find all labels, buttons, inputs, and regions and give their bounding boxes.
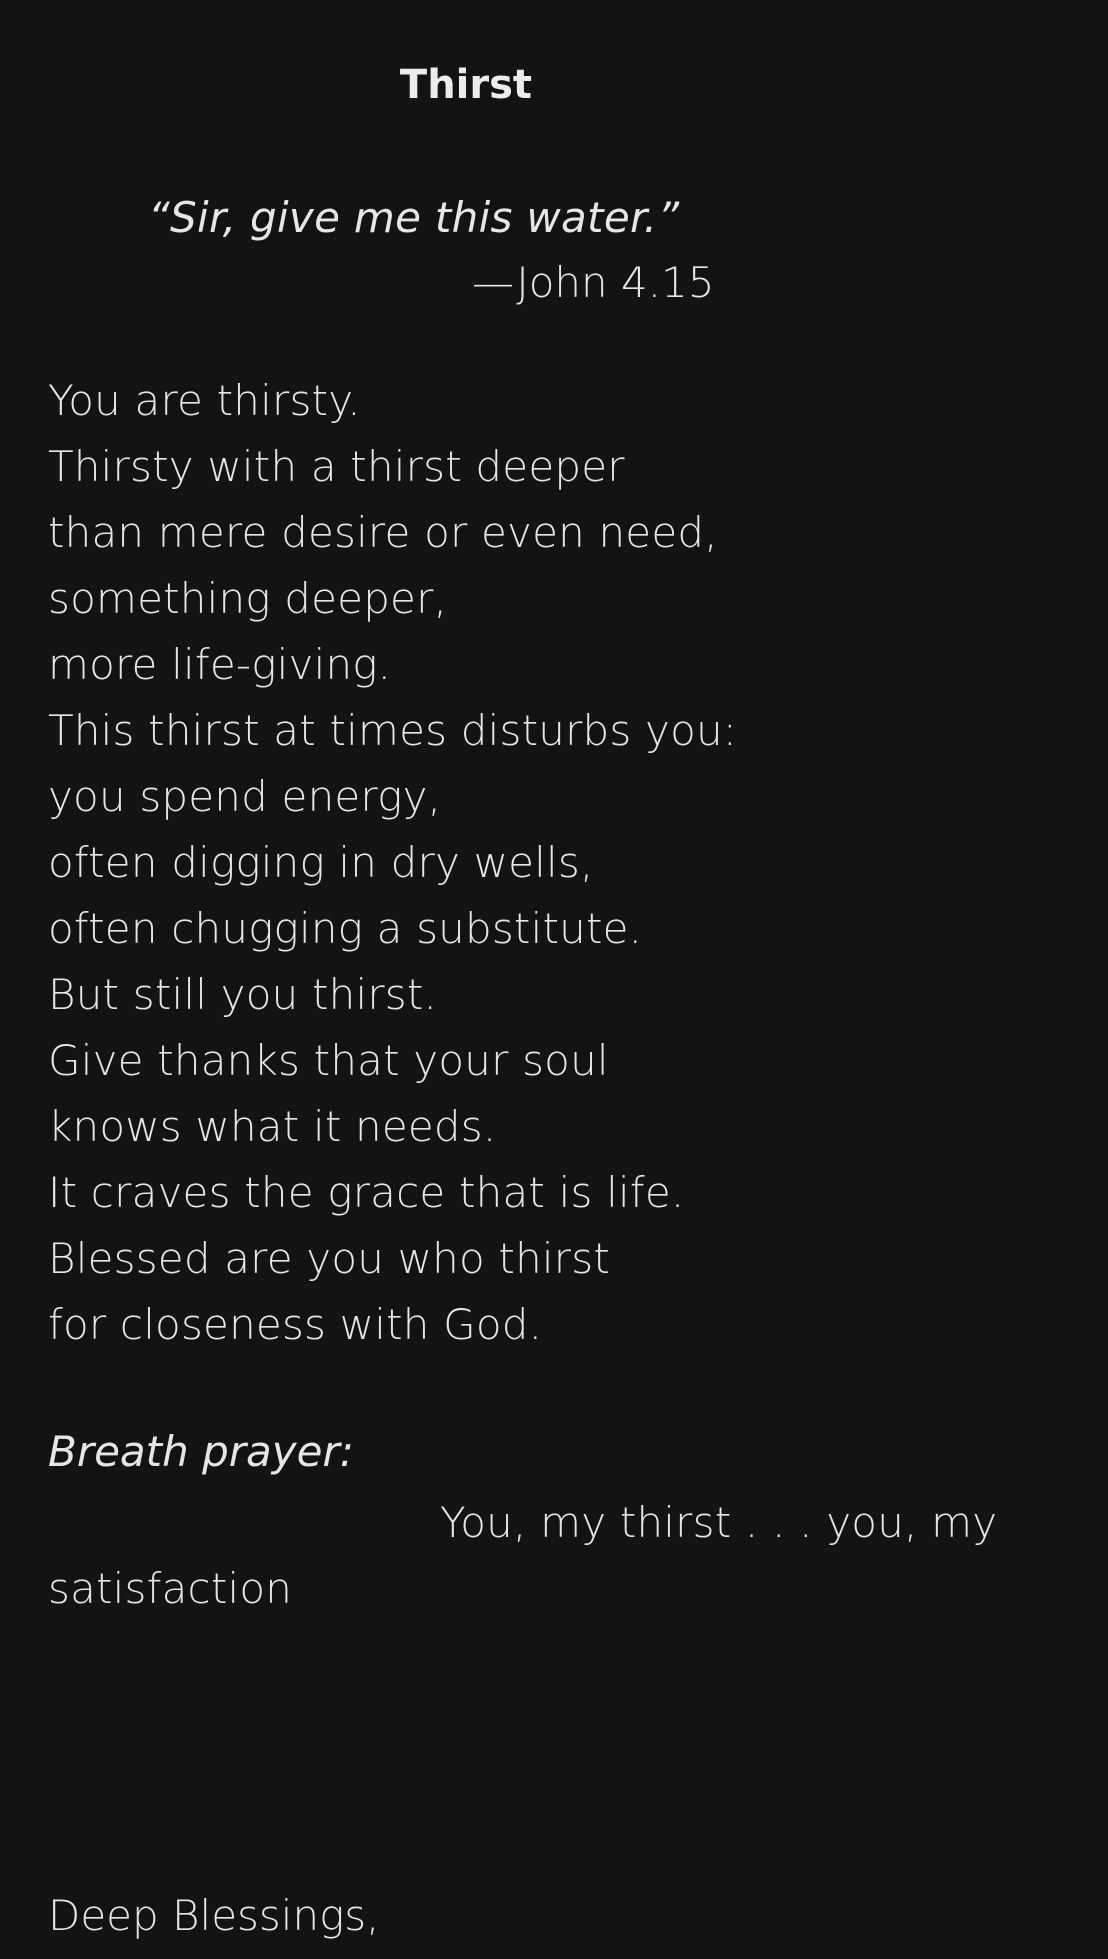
- poem-line: often chugging a substitute.: [48, 904, 643, 953]
- poem-line: But still you thirst.: [48, 970, 438, 1019]
- poem-line: You are thirsty.: [48, 376, 361, 425]
- poem-line: This thirst at times disturbs you:: [48, 706, 738, 755]
- poem-line: Blessed are you who thirst: [48, 1234, 611, 1283]
- epigraph-quote: “Sir, give me this water.”: [148, 193, 680, 242]
- poem-line: Give thanks that your soul: [48, 1036, 609, 1085]
- poem-line: something deeper,: [48, 574, 448, 623]
- poem-line: you spend energy,: [48, 772, 442, 821]
- poem-line: more life-giving.: [48, 640, 392, 689]
- signoff: Deep Blessings,: [48, 1891, 380, 1940]
- poem-body: [48, 368, 1068, 1358]
- page-title: Thirst: [399, 62, 533, 108]
- breath-prayer-label: Breath prayer:: [48, 1427, 354, 1476]
- poem-line: It craves the grace that is life.: [48, 1168, 685, 1217]
- poem-line: Thirsty with a thirst deeper: [48, 442, 625, 491]
- poem-line: than mere desire or even need,: [48, 508, 718, 557]
- breath-prayer-text: You, my thirst . . . you, my satisfaction: [48, 1498, 998, 1613]
- poem-line: knows what it needs.: [48, 1102, 497, 1151]
- poem-line: often digging in dry wells,: [48, 838, 594, 887]
- poem-line: for closeness with God.: [48, 1300, 543, 1349]
- epigraph-citation: —John 4.15: [472, 258, 715, 307]
